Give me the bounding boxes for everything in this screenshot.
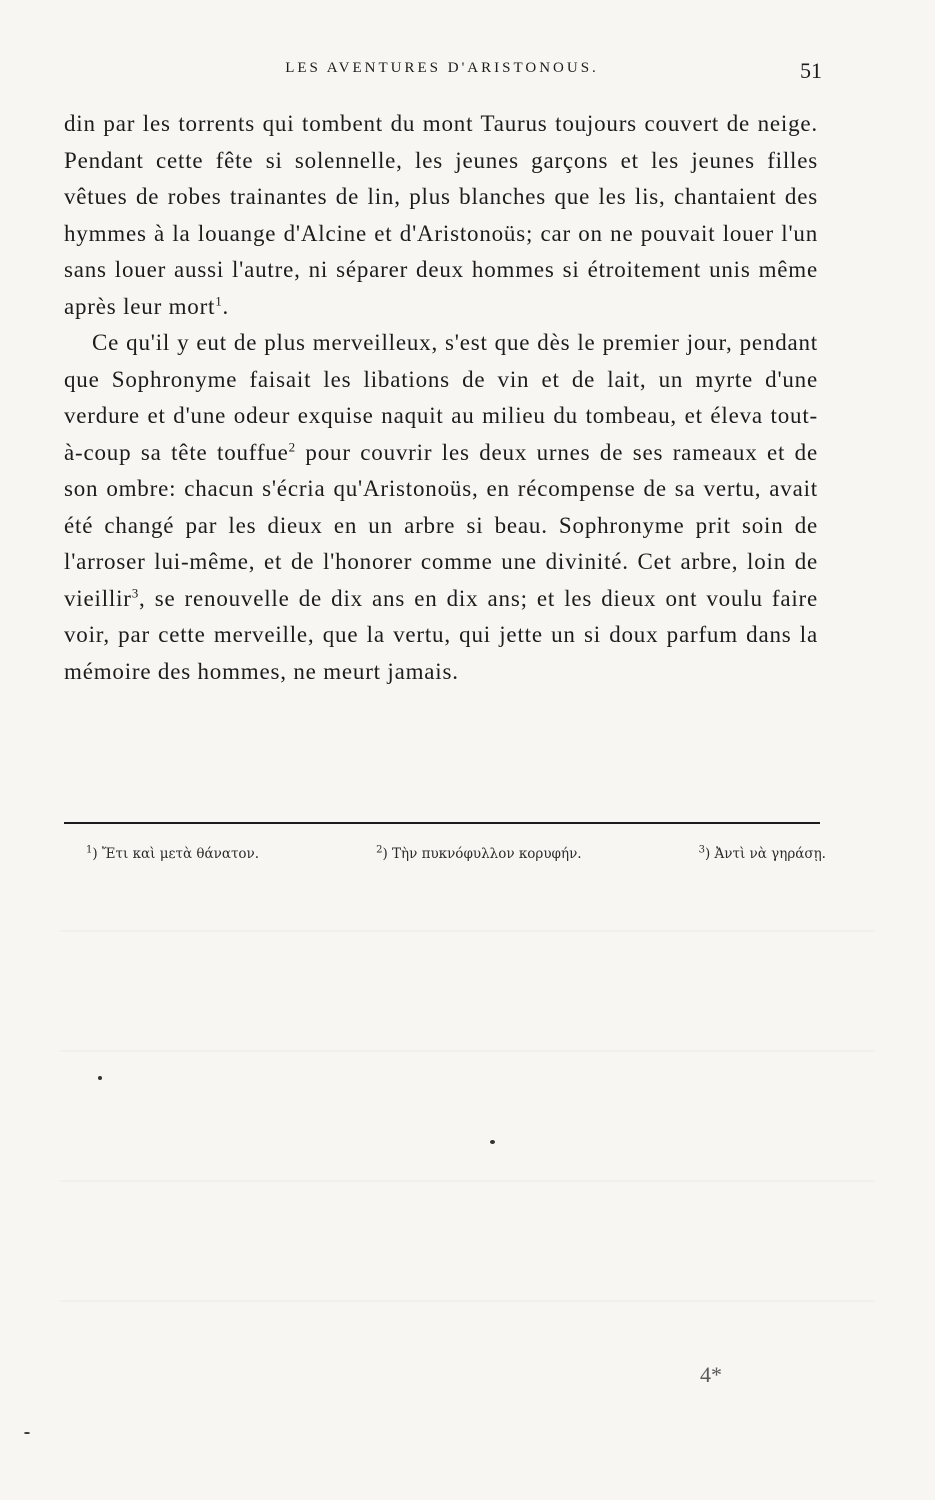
footnote-1-text: ) Ἔτι καὶ μετὰ θάνατον. — [92, 846, 260, 862]
page-number: 51 — [800, 58, 822, 83]
bleed-through — [60, 1180, 875, 1182]
bleed-through — [60, 1300, 875, 1302]
note-ref-1: 1 — [215, 292, 223, 308]
ink-speck — [98, 1076, 102, 1080]
paragraph-2-text-c: , se renouvelle de dix ans en dix ans; et les dieux ont voulu faire voir, par cette merveille, que la vertu, qui jette un si doux parfum dans la mémoire des hommes, ne meurt jamais. — [64, 585, 818, 684]
footnote-3-mark: 3 — [698, 844, 705, 856]
footnote-1 — [86, 846, 259, 862]
paragraph-1 — [64, 106, 818, 325]
footnotes — [86, 846, 826, 862]
paragraph-2-text-b: pour couvrir les deux urnes de ses rameaux et de son ombre: chacun s'écria qu'Aristonoüs, en récompense de sa vertu, avait été changé par les dieux en un arbre si beau. Sophronyme prit soin de l'arroser lui-même, et de l'honorer comme une divinité. Cet arbre, loin de vieillir — [64, 439, 818, 611]
footnote-1-mark: 1 — [86, 844, 93, 856]
bleed-through — [60, 1050, 875, 1052]
ink-speck — [24, 1432, 30, 1434]
body-text — [64, 106, 818, 690]
paragraph-1-text: din par les torrents qui tombent du mont Taurus toujours couvert de neige. Pendant cette fête si solennelle, les jeunes garçons et les jeunes filles vêtues de robes trainantes de lin, plus blanches que les lis, chantaient des hymmes à la louange d'Alcine et d'Aristonoüs; car on ne pouvait louer l'un sans louer aussi l'autre, ni séparer deux hommes si étroitement unis même après leur mort — [64, 111, 818, 319]
paragraph-2-text-a: Ce qu'il y eut de plus merveilleux, s'est que dès le premier jour, pendant que Sophronyme faisait les libations de vin et de lait, un myrte d'une verdure et d'une odeur exquise naquit au milieu du tombeau, et éleva tout-à-coup sa tête touffue — [64, 330, 818, 465]
signature-mark: 4* — [700, 1362, 722, 1387]
running-head — [62, 60, 822, 88]
note-ref-3: 3 — [131, 584, 140, 600]
paragraph-2 — [64, 325, 818, 690]
note-ref-2: 2 — [288, 438, 296, 454]
footnote-2-mark: 2 — [376, 844, 383, 856]
paragraph-1-end: . — [222, 293, 230, 319]
footnote-2-text: ) Τὴν πυκνόφυλλον κορυφήν. — [382, 846, 582, 862]
running-title: LES AVENTURES D'ARISTONOUS. — [285, 60, 599, 76]
footnote-2 — [376, 846, 582, 862]
bleed-through — [60, 930, 875, 932]
footnote-rule — [64, 822, 820, 824]
footnote-3 — [699, 846, 826, 862]
footnote-3-text: ) Ἀντὶ νὰ γηράσῃ. — [704, 846, 826, 862]
ink-speck — [490, 1140, 495, 1144]
